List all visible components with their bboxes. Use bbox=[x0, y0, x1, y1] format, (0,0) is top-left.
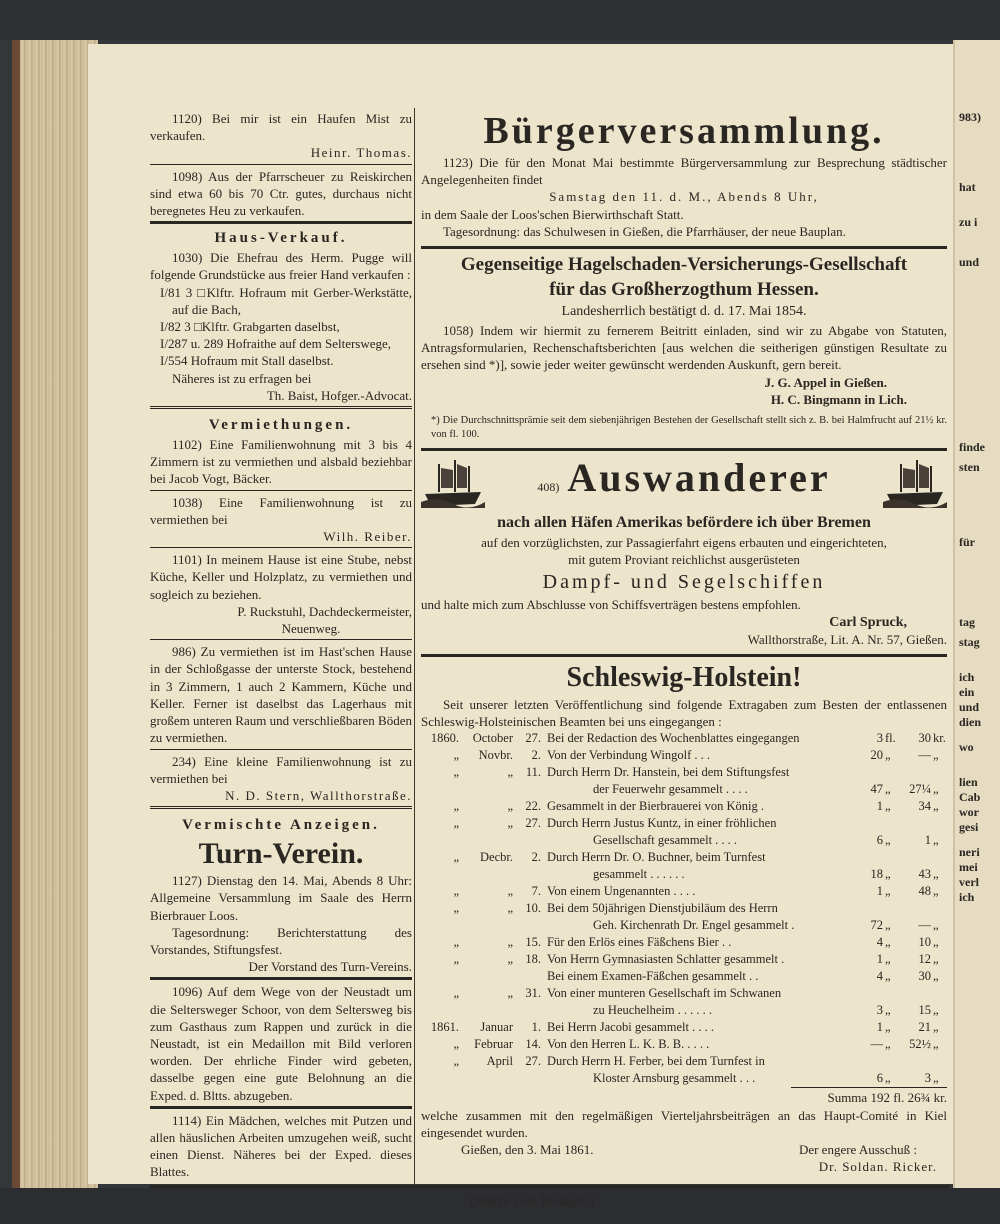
table-row bbox=[421, 866, 947, 883]
cell-unit-fl: „ bbox=[885, 1003, 891, 1018]
cell-amount-fl: 3 bbox=[876, 1003, 883, 1018]
next-page-text-fragment: 983) bbox=[959, 110, 981, 124]
next-page-edge bbox=[953, 40, 1000, 1190]
cell-amount-fl: 18 bbox=[870, 867, 883, 882]
table-row bbox=[421, 815, 947, 832]
cell-day: 7. bbox=[531, 884, 541, 899]
next-page-text-fragment: zu i bbox=[959, 215, 978, 229]
cell-month: „ bbox=[507, 935, 513, 950]
cell-description: Von einem Ungenannten . . . . bbox=[547, 884, 696, 899]
cell-description: Bei einem Examen-Fäßchen gesammelt . . bbox=[547, 969, 759, 984]
next-page-text-fragment: sten bbox=[959, 460, 980, 474]
next-page-text-fragment: tag bbox=[959, 615, 975, 629]
cell-day: 2. bbox=[531, 850, 541, 865]
next-page-text-fragment: für bbox=[959, 535, 975, 549]
next-page-text-fragment: dien bbox=[959, 715, 982, 729]
right-column bbox=[421, 108, 947, 1175]
cell-amount-kr: 27¼ bbox=[909, 782, 931, 797]
cell-unit-kr: „ bbox=[933, 799, 939, 814]
divider bbox=[150, 221, 412, 224]
cell-amount-kr: 10 bbox=[918, 935, 931, 950]
cell-unit-kr: „ bbox=[933, 748, 939, 763]
cell-amount-fl: 3 bbox=[876, 731, 883, 746]
table-row bbox=[421, 1036, 947, 1053]
cell-description: Durch Herrn Justus Kuntz, in einer fröhlichen bbox=[547, 816, 777, 831]
cell-amount-fl: 1 bbox=[876, 884, 883, 899]
ad-1038: 1038) Eine Familienwohnung ist zu vermiethen bei bbox=[150, 494, 412, 527]
cell-unit-fl: „ bbox=[885, 884, 891, 899]
book-page-edges bbox=[12, 40, 98, 1190]
auswanderer-title: Auswanderer bbox=[567, 455, 831, 501]
cell-amount-kr: 30 bbox=[918, 969, 931, 984]
cell-amount-kr: 15 bbox=[918, 1003, 931, 1018]
table-row bbox=[421, 1053, 947, 1070]
cell-amount-fl: 47 bbox=[870, 782, 883, 797]
cell-amount-kr: 21 bbox=[918, 1020, 931, 1035]
next-page-text-fragment: ich bbox=[959, 890, 975, 904]
cell-amount-fl: 1 bbox=[876, 1020, 883, 1035]
cell-unit-fl: „ bbox=[885, 952, 891, 967]
table-row bbox=[421, 917, 947, 934]
table-row bbox=[421, 934, 947, 951]
ad-buergerversammlung: Bürgerversammlung. 1123) Die für den Monat Mai bestimmte Bürgerversammlung zur Besprechung städtischer Angelegenheiten findet Samstag den 11. d. M., Abends 8 Uhr, in dem Saale der Loos'schen Bierwirthschaft Statt. Tagesordnung: das Schulwesen in Gießen, die Pfarrhäuser, der neue Bauplan. bbox=[421, 110, 947, 239]
left-column: 1120) Bei mir ist ein Haufen Mist zu verkaufen. Heinr. Thomas. 1098) Aus der Pfarrscheuer zu Reiskirchen sind etwa 60 bis 70 Ctr. gutes, durchaus nicht beregnetes Heu zu verkaufen. Haus-Verkauf. 1030) Die Ehefrau des Herm. Pugge will folgende Grundstücke aus freier Hand verkaufen : I/81 3 □Klftr. Hofraum mit Gerber-Werkstätte, auf die Bach, I/82 3 □Klftr. Grabgarten daselbst, I/287 u. 289 Hofraithe auf dem Selterswege, I/554 Hofraum mit Stall daselbst. Näheres ist zu erfragen bei Th. Baist, Hofger.-Advocat. Vermiethungen. 1102) Eine Familienwohnung mit 3 bis 4 Zimmern ist zu vermiethen und alsbald beziehbar bei Jacob Vogt, Bäcker. 1038) Eine Familienwohnung ist zu vermiethen bei Wilh. Reiber. 1101) In meinem Hause ist eine Stube, nebst Küche, Keller und Holzplatz, zu vermiethen und sogleich zu beziehen. P. Ruckstuhl, Dachdeckermeister, Neuenweg. 986) Zu vermiethen ist im Hast'schen Hause in der Schloßgasse der unterste Stock, bestehend in 3 Zimmern, 1 auch 2 Kammern, Küche und Keller. Ferner ist daselbst das Lagerhaus mit großem unteren Raum und verschließbaren Böden zu vermiethen. 234) Eine kleine Familienwohnung ist zu vermiethen bei N. D. Stern, Wallthorstraße. Vermischte Anzeigen. Turn-Verein. 1127) Dienstag den 14. Mai, Abends 8 Uhr: Allgemeine Versammlung im Saale des Herrn Bierbrauer Loos. Tagesordnung: Berichterstattung des Vorstandes, Stiftungsfest. Der Vorstand des Turn-Vereins. 1096) Auf dem Wege von der Neustadt um die Seltersweger Schoor, von dem Seltersweg bis zum Gasthaus zum Rappen und zurück in die Neustadt, ist ein Medaillon mit Bild verloren worden. Der ehrliche Finder wird gebeten, dasselbe gegen eine gute Belohnung an die Exped. d. Bltts. abzugeben. 1114) Ein Mädchen, welches mit Putzen und allen häuslichen Arbeiten umzugehen weiß, sucht einen Dienst. Näheres bei der Exped. dieses Blattes. bbox=[150, 111, 412, 1180]
section-heading: Vermischte Anzeigen. bbox=[182, 817, 380, 834]
cell-unit-fl: „ bbox=[885, 1071, 891, 1086]
cell-amount-fl: 4 bbox=[876, 969, 883, 984]
table-row bbox=[421, 1019, 947, 1036]
column-divider bbox=[414, 108, 415, 1185]
cell-year: „ bbox=[453, 901, 459, 916]
divider bbox=[421, 654, 947, 657]
cell-month: Decbr. bbox=[480, 850, 513, 865]
cell-month: „ bbox=[507, 884, 513, 899]
cell-day: 31. bbox=[525, 986, 541, 1001]
cell-unit-fl: fl. bbox=[885, 731, 896, 746]
cell-day: 2. bbox=[531, 748, 541, 763]
cell-description: zu Heuchelheim . . . . . . bbox=[593, 1003, 713, 1018]
cell-unit-fl: „ bbox=[885, 1020, 891, 1035]
next-page-text-fragment: hat bbox=[959, 180, 976, 194]
hagel-title: Gegenseitige Hagelschaden-Versicherungs-Gesellschaft bbox=[460, 254, 908, 276]
cell-month: April bbox=[486, 1054, 513, 1069]
table-row bbox=[421, 781, 947, 798]
cell-day: 27. bbox=[525, 1054, 541, 1069]
cell-amount-kr: 43 bbox=[918, 867, 931, 882]
sailing-ship-icon bbox=[883, 458, 947, 508]
cell-description: Geh. Kirchenrath Dr. Engel gesammelt . bbox=[593, 918, 795, 933]
ad-auswanderer: 408) Auswanderer nach allen Häfen Amerikas befördere ich über Bremen auf den vorzüglichsten, zur Passagierfahrt eigens erbauten und eingerichteten, mit gutem Proviant reichlichst ausgerüsteten Dampf- und Segelschiffen und halte mich zum Abschlusse von Schiffsverträgen bestens empfohlen. Carl Spruck, Wallthorstraße, Lit. A. Nr. 57, Gießen. bbox=[421, 455, 947, 647]
cell-description: Von Herrn Gymnasiasten Schlatter gesammelt . bbox=[547, 952, 785, 967]
donations-table bbox=[421, 730, 947, 1087]
divider bbox=[150, 164, 412, 165]
cell-amount-kr: — bbox=[918, 918, 931, 933]
cell-day: 18. bbox=[525, 952, 541, 967]
next-page-text-fragment: wo bbox=[959, 740, 974, 754]
next-page-text-fragment: mei bbox=[959, 860, 978, 874]
cell-description: Für den Erlös eines Fäßchens Bier . . bbox=[547, 935, 732, 950]
next-page-text-fragment: ich bbox=[959, 670, 975, 684]
next-page-text-fragment: ein bbox=[959, 685, 975, 699]
cell-amount-fl: 1 bbox=[876, 952, 883, 967]
cell-amount-kr: 34 bbox=[918, 799, 931, 814]
next-page-text-fragment: und bbox=[959, 255, 980, 269]
list-item: I/287 u. 289 Hofraithe auf dem Selterswege, bbox=[160, 336, 392, 352]
ad-1096: 1096) Auf dem Wege von der Neustadt um die Seltersweger Schoor, von dem Seltersweg bis zum Gasthaus zum Rappen und zurück in die Neustadt, ist ein Medaillon mit Bild verloren worden. Der ehrliche Finder wird gebeten, dasselbe gegen eine gute Belohnung an die Exped. d. Bltts. abzugeben. bbox=[150, 984, 412, 1103]
cell-unit-kr: „ bbox=[933, 782, 939, 797]
table-row bbox=[421, 1002, 947, 1019]
cell-amount-kr: 3 bbox=[924, 1071, 931, 1086]
divider bbox=[421, 246, 947, 249]
divider bbox=[421, 448, 947, 451]
sailing-ship-icon bbox=[421, 458, 485, 508]
next-page-text-fragment: lien bbox=[959, 775, 978, 789]
cell-description: Durch Herrn H. Ferber, bei dem Turnfest in bbox=[547, 1054, 765, 1069]
cell-unit-kr: „ bbox=[933, 918, 939, 933]
footer-note: (Hierzu zwei Beilagen.) bbox=[470, 1193, 595, 1208]
section-heading: Vermiethungen. bbox=[208, 417, 354, 434]
cell-day: 1. bbox=[531, 1020, 541, 1035]
cell-year: „ bbox=[453, 986, 459, 1001]
cell-unit-fl: „ bbox=[885, 918, 891, 933]
list-item: I/554 Hofraum mit Stall daselbst. bbox=[160, 353, 334, 369]
cell-month: Februar bbox=[474, 1037, 513, 1052]
divider bbox=[150, 406, 412, 411]
cell-description: Bei dem 50jährigen Dienstjubiläum des Herrn bbox=[547, 901, 778, 916]
cell-year: „ bbox=[453, 850, 459, 865]
cell-unit-kr: „ bbox=[933, 884, 939, 899]
schleswig-title: Schleswig-Holstein! bbox=[566, 662, 802, 694]
ad-1120: 1120) Bei mir ist ein Haufen Mist zu verkaufen. Heinr. Thomas. bbox=[150, 111, 412, 161]
page-bottom-rule bbox=[150, 1185, 950, 1188]
cell-amount-fl: 72 bbox=[870, 918, 883, 933]
property-list bbox=[150, 284, 412, 370]
section-heading: Haus-Verkauf. bbox=[214, 230, 348, 247]
cell-year: „ bbox=[453, 952, 459, 967]
table-row bbox=[421, 951, 947, 968]
cell-unit-kr: „ bbox=[933, 1020, 939, 1035]
divider bbox=[150, 977, 412, 980]
buergerversammlung-title: Bürgerversammlung. bbox=[483, 110, 885, 152]
cell-unit-fl: „ bbox=[885, 969, 891, 984]
divider bbox=[150, 749, 412, 750]
cell-day: 27. bbox=[525, 816, 541, 831]
cell-description: Von der Verbindung Wingolf . . . bbox=[547, 748, 711, 763]
cell-amount-kr: 52½ bbox=[909, 1037, 931, 1052]
divider bbox=[150, 639, 412, 640]
cell-year: „ bbox=[453, 935, 459, 950]
cell-description: Von einer munteren Gesellschaft im Schwanen bbox=[547, 986, 782, 1001]
cell-description: gesammelt . . . . . . bbox=[593, 867, 685, 882]
cell-description: Bei der Redaction des Wochenblattes eingegangen bbox=[547, 731, 800, 746]
cell-unit-kr: „ bbox=[933, 833, 939, 848]
ad-1127: 1127) Dienstag den 14. Mai, Abends 8 Uhr: Allgemeine Versammlung im Saale des Herrn Bierbrauer Loos. bbox=[150, 873, 412, 923]
cell-year: „ bbox=[453, 884, 459, 899]
cell-description: Gesellschaft gesammelt . . . . bbox=[593, 833, 738, 848]
cell-amount-fl: 4 bbox=[876, 935, 883, 950]
next-page-text-fragment: neri bbox=[959, 845, 980, 859]
cell-unit-kr: „ bbox=[933, 952, 939, 967]
cell-description: Kloster Arnsburg gesammelt . . . bbox=[593, 1071, 756, 1086]
cell-unit-kr: „ bbox=[933, 1037, 939, 1052]
table-row bbox=[421, 849, 947, 866]
divider bbox=[150, 490, 412, 491]
cell-year: „ bbox=[453, 1037, 459, 1052]
cell-month: „ bbox=[507, 765, 513, 780]
cell-amount-fl: 6 bbox=[876, 1071, 883, 1086]
cell-unit-fl: „ bbox=[885, 935, 891, 950]
cell-year: „ bbox=[453, 765, 459, 780]
table-row bbox=[421, 883, 947, 900]
cell-unit-kr: „ bbox=[933, 1003, 939, 1018]
cell-unit-kr: „ bbox=[933, 969, 939, 984]
list-item: I/82 3 □Klftr. Grabgarten daselbst, bbox=[160, 319, 340, 335]
cell-month: October bbox=[472, 731, 513, 746]
table-row bbox=[421, 730, 947, 747]
cell-year: 1860. bbox=[430, 731, 459, 746]
cell-amount-kr: — bbox=[918, 748, 931, 763]
ad-234: 234) Eine kleine Familienwohnung ist zu vermiethen bei bbox=[150, 753, 412, 786]
cell-month: Novbr. bbox=[478, 748, 513, 763]
cell-amount-kr: 48 bbox=[918, 884, 931, 899]
cell-day: 11. bbox=[525, 765, 541, 780]
cell-description: Durch Herrn Dr. Hanstein, bei dem Stiftungsfest bbox=[547, 765, 790, 780]
cell-day: 14. bbox=[525, 1037, 541, 1052]
next-page-text-fragment: stag bbox=[959, 635, 980, 649]
divider bbox=[150, 806, 412, 811]
cell-month: Januar bbox=[480, 1020, 513, 1035]
cell-unit-kr: kr. bbox=[933, 731, 946, 746]
cell-unit-kr: „ bbox=[933, 1071, 939, 1086]
cell-unit-fl: „ bbox=[885, 867, 891, 882]
list-item: I/81 3 □Klftr. Hofraum mit Gerber-Werkstätte, auf die Bach, bbox=[160, 284, 412, 317]
cell-unit-fl: „ bbox=[885, 782, 891, 797]
turn-verein-title: Turn-Verein. bbox=[198, 837, 364, 871]
table-row bbox=[421, 832, 947, 849]
next-page-text-fragment: Cab bbox=[959, 790, 981, 804]
cell-month: „ bbox=[507, 901, 513, 916]
cell-description: Gesammelt in der Bierbrauerei von König . bbox=[547, 799, 764, 814]
cell-year: „ bbox=[453, 816, 459, 831]
cell-day: 15. bbox=[525, 935, 541, 950]
cell-amount-kr: 1 bbox=[924, 833, 931, 848]
cell-description: Bei Herrn Jacobi gesammelt . . . . bbox=[547, 1020, 714, 1035]
cell-unit-kr: „ bbox=[933, 935, 939, 950]
cell-year: 1861. bbox=[430, 1020, 459, 1035]
cell-year: „ bbox=[453, 799, 459, 814]
cell-amount-kr: 12 bbox=[918, 952, 931, 967]
ad-haus-verkauf: Haus-Verkauf. 1030) Die Ehefrau des Herm. Pugge will folgende Grundstücke aus freier Hand verkaufen : I/81 3 □Klftr. Hofraum mit Gerber-Werkstätte, auf die Bach, I/82 3 □Klftr. Grabgarten daselbst, I/287 u. 289 Hofraithe auf dem Selterswege, I/554 Hofraum mit Stall daselbst. Näheres ist zu erfragen bei Th. Baist, Hofger.-Advocat. bbox=[150, 227, 412, 404]
cell-year: „ bbox=[453, 748, 459, 763]
table-row bbox=[421, 1070, 947, 1087]
ad-1102: 1102) Eine Familienwohnung mit 3 bis 4 Zimmern ist zu vermiethen und alsbald beziehbar bei Jacob Vogt, Bäcker. bbox=[150, 437, 412, 487]
divider bbox=[150, 547, 412, 548]
table-row bbox=[421, 985, 947, 1002]
donations-total: Summa 192 fl. 26¾ kr. bbox=[791, 1087, 947, 1106]
next-page-text-fragment: gesi bbox=[959, 820, 979, 834]
table-row bbox=[421, 747, 947, 764]
cell-month: „ bbox=[507, 986, 513, 1001]
ad-schleswig-holstein: Schleswig-Holstein! Seit unserer letzten Veröffentlichung sind folgende Extragaben zum Besten der entlassenen Schleswig-Holsteinischen Beamten bei uns eingegangen : 1860. October 27. Bei der Redaction des Wochenblattes eingegangen 3 fl. 30 kr. „ Novbr. 2. Von der Verbindung Wingolf . . . 20 „ — „ „ „ 11. Durch Herrn Dr. Hanstein, bei dem Stiftungsfest der Feuerwehr gesammelt . . . . 47 „ 27¼ „ „ „ 22. Gesammelt in der Bierbrauerei von König . 1 „ 34 „ „ „ 27. Durch Herrn Justus Kuntz, in einer fröhlichen Gesellschaft gesammelt . . . . 6 „ 1 „ „ Decbr. 2. Durch Herrn Dr. O. Buchner, beim Turnfest gesammelt . . . . . . 18 „ 43 „ „ „ 7. Von einem Ungenannten . . . . 1 „ 48 „ „ „ 10. Bei dem 50jährigen Dienstjubiläum des Herrn Geh. Kirchenrath Dr. Engel gesammelt . 72 „ — „ „ „ 15. Für den Erlös eines Fäßchens Bier . . 4 „ 10 „ „ „ 18. Von Herrn Gymnasiasten Schlatter gesammelt . 1 „ 12 „ Bei einem Examen-Fäßchen gesammelt . . 4 „ 30 „ „ „ 31. Von einer munteren Gesellschaft im Schwanen zu Heuchelheim . . . . . . 3 „ 15 „ 1861. Januar 1. Bei Herrn Jacobi gesammelt . . . . 1 „ 21 „ „ Februar 14. Von den Herren L. K. B. B. . . . . — „ 52½ „ „ April 27. Durch Herrn H. Ferber, bei dem Turnfest in Kloster Arnsburg gesammelt . . . 6 „ 3 „ Summa 192 fl. 26¾ kr. welche zusammen mit den regelmäßigen Vierteljahrsbeiträgen an das Haupt-Comité in Kiel eingesendet wurden. Gießen, den 3. Mai 1861. Der engere Ausschuß : Dr. Soldan. Ricker. bbox=[421, 662, 947, 1175]
cell-unit-fl: „ bbox=[885, 748, 891, 763]
ad-1101: 1101) In meinem Hause ist eine Stube, nebst Küche, Keller und Holzplatz, zu vermiethen und sogleich zu beziehen. bbox=[150, 552, 412, 602]
ad-hagelschaden: Gegenseitige Hagelschaden-Versicherungs-Gesellschaft für das Großherzogthum Hessen. Landesherrlich bestätigt d. d. 17. Mai 1854. 1058) Indem wir hiermit zu fernerem Beitritt einladen, sind wir zu Abgabe von Statuten, Antragsformularien, Rechenschaftsberichten [aus welchen die seitherigen günstigen Resultate zu ersehen sind *)], sowie jeder weiter gewünscht werdenden Auskunft, gern bereit. J. G. Appel in Gießen. H. C. Bingmann in Lich. *) Die Durchschnittsprämie seit dem siebenjährigen Bestehen der Gesellschaft stellt sich z. B. bei Halmfrucht auf 21½ kr. von fl. 100. bbox=[421, 254, 947, 441]
cell-day: 22. bbox=[525, 799, 541, 814]
cell-amount-fl: — bbox=[870, 1037, 883, 1052]
scanner-background bbox=[0, 0, 1000, 40]
cell-day: 10. bbox=[525, 901, 541, 916]
cell-description: Von den Herren L. K. B. B. . . . . bbox=[547, 1037, 710, 1052]
next-page-text-fragment: verl bbox=[959, 875, 979, 889]
cell-amount-fl: 20 bbox=[870, 748, 883, 763]
cell-year: „ bbox=[453, 1054, 459, 1069]
cell-day: 27. bbox=[525, 731, 541, 746]
ad-1098: 1098) Aus der Pfarrscheuer zu Reiskirchen sind etwa 60 bis 70 Ctr. gutes, durchaus nicht beregnetes Heu zu verkaufen. bbox=[150, 168, 412, 219]
next-page-text-fragment: finde bbox=[959, 440, 986, 454]
table-row bbox=[421, 900, 947, 917]
cell-month: „ bbox=[507, 799, 513, 814]
cell-unit-fl: „ bbox=[885, 1037, 891, 1052]
cell-amount-fl: 1 bbox=[876, 799, 883, 814]
divider bbox=[150, 1106, 412, 1109]
table-row bbox=[421, 798, 947, 815]
next-page-text-fragment: und bbox=[959, 700, 980, 714]
next-page-text-fragment: wor bbox=[959, 805, 979, 819]
ad-986: 986) Zu vermiethen ist im Hast'schen Hause in der Schloßgasse der unterste Stock, bestehend in 3 Zimmern, 1 auch 2 Kammern, Küche und Keller. Ferner ist daselbst das Lagerhaus mit großem unteren Raum und verschließbaren Böden zu vermiethen. bbox=[150, 644, 412, 746]
footnote: *) Die Durchschnittsprämie seit dem siebenjährigen Bestehen der Gesellschaft stellt sich z. B. bei Halmfrucht auf 21½ kr. von fl. 100. bbox=[431, 415, 947, 441]
table-row bbox=[421, 764, 947, 781]
cell-amount-fl: 6 bbox=[876, 833, 883, 848]
cell-amount-kr: 30 bbox=[918, 731, 931, 746]
cell-unit-fl: „ bbox=[885, 833, 891, 848]
ad-1114: 1114) Ein Mädchen, welches mit Putzen und allen häuslichen Arbeiten umzugehen weiß, sucht einen Dienst. Näheres bei der Exped. dieses Blattes. bbox=[150, 1112, 412, 1180]
cell-month: „ bbox=[507, 952, 513, 967]
cell-description: Durch Herrn Dr. O. Buchner, beim Turnfest bbox=[547, 850, 766, 865]
cell-unit-kr: „ bbox=[933, 867, 939, 882]
table-row bbox=[421, 968, 947, 985]
cell-month: „ bbox=[507, 816, 513, 831]
cell-description: der Feuerwehr gesammelt . . . . bbox=[593, 782, 748, 797]
cell-unit-fl: „ bbox=[885, 799, 891, 814]
